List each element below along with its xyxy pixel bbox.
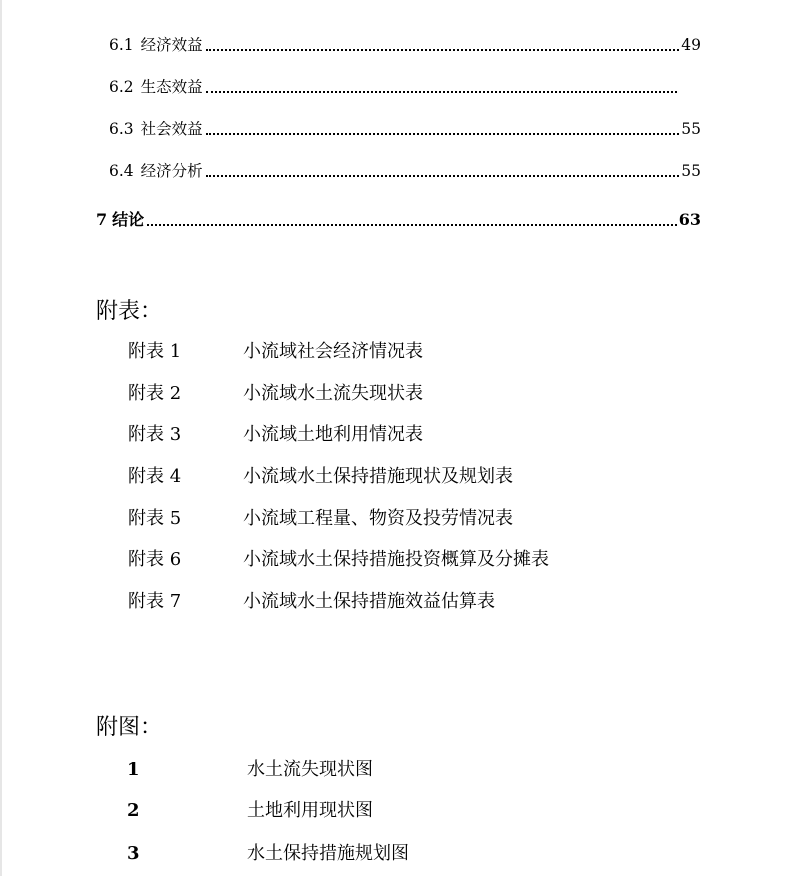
toc-number: 6.3 bbox=[109, 120, 134, 138]
appendix-figure-name: 水土保持措施规划图 bbox=[247, 843, 409, 864]
appendix-table-label: 附表 6 bbox=[128, 549, 182, 570]
toc-number: 6.1 bbox=[109, 36, 134, 54]
toc-page-number: 55 bbox=[681, 162, 701, 180]
toc-entry-6-3[interactable] bbox=[109, 118, 701, 140]
appendix-figure-number: 1 bbox=[127, 759, 140, 780]
appendix-figure-number: 3 bbox=[127, 843, 140, 864]
appendix-table-label: 附表 2 bbox=[128, 383, 182, 404]
appendix-figure-name: 水土流失现状图 bbox=[247, 759, 373, 780]
appendix-figure-name: 土地利用现状图 bbox=[247, 800, 373, 821]
appendix-table-name: 小流域工程量、物资及投劳情况表 bbox=[243, 508, 513, 529]
appendix-table-name: 小流域水土流失现状表 bbox=[243, 383, 423, 404]
appendix-figure-number: 2 bbox=[127, 800, 140, 821]
toc-title: 结论 bbox=[112, 210, 145, 229]
toc-title: 经济效益 bbox=[140, 36, 203, 54]
appendix-table-name: 小流域水土保持措施效益估算表 bbox=[243, 591, 495, 612]
toc-page-number: 49 bbox=[681, 36, 701, 54]
toc-entry-7[interactable] bbox=[96, 209, 701, 231]
toc-number: 6.4 bbox=[109, 162, 134, 180]
appendix-table-label: 附表 5 bbox=[128, 508, 182, 529]
toc-leader bbox=[206, 48, 679, 51]
toc-leader bbox=[147, 223, 677, 226]
appendix-figures-heading: 附图： bbox=[96, 715, 163, 740]
appendix-table-name: 小流域水土保持措施投资概算及分摊表 bbox=[243, 549, 549, 570]
toc-title: 经济分析 bbox=[140, 162, 203, 180]
appendix-table-label: 附表 1 bbox=[128, 341, 182, 362]
toc-entry-6-2[interactable] bbox=[109, 76, 701, 98]
toc-entry-6-4[interactable] bbox=[109, 160, 701, 182]
appendix-table-label: 附表 4 bbox=[128, 466, 182, 487]
appendix-table-name: 小流域社会经济情况表 bbox=[243, 341, 423, 362]
toc-leader bbox=[206, 132, 679, 135]
appendix-table-label: 附表 3 bbox=[128, 424, 182, 445]
toc-entry-6-1[interactable] bbox=[109, 34, 701, 56]
toc-leader bbox=[206, 174, 679, 177]
toc-number: 6.2 bbox=[109, 78, 134, 96]
appendix-table-name: 小流域水土保持措施现状及规划表 bbox=[243, 466, 513, 487]
toc-title: 社会效益 bbox=[140, 120, 203, 138]
toc-leader bbox=[206, 90, 677, 93]
toc-page-number: 55 bbox=[681, 120, 701, 138]
toc-page-number: 63 bbox=[678, 210, 701, 229]
appendix-table-label: 附表 7 bbox=[128, 591, 182, 612]
appendix-tables-heading: 附表： bbox=[96, 299, 163, 324]
appendix-table-name: 小流域土地利用情况表 bbox=[243, 424, 423, 445]
toc-title: 生态效益 bbox=[140, 78, 203, 96]
toc-number: 7 bbox=[96, 210, 108, 229]
page-edge bbox=[0, 0, 2, 876]
